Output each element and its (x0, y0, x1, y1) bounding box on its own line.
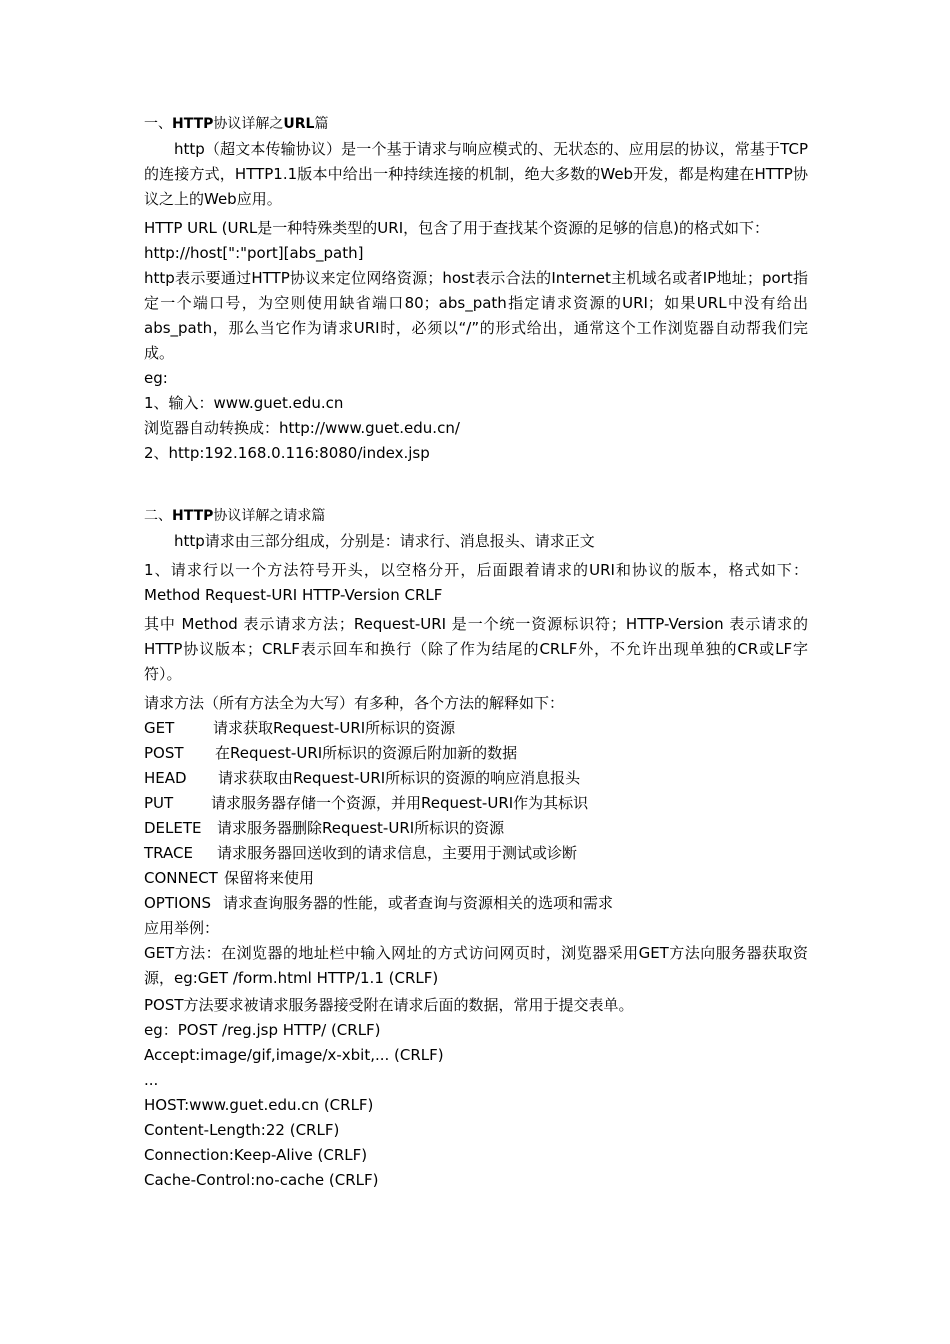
request-line-explain: 其中 Method 表示请求方法；Request-URI 是一个统一资源标识符；HTTP-Version 表示请求的HTTP协议版本；CRLF表示回车和换行（除了作为结尾的CRLF外，不允许出现单独的CR或LF字符）。 (144, 615, 808, 683)
url-explain: http表示要通过HTTP协议来定位网络资源；host表示合法的Internet主机域名或者IP地址；port指定一个端口号，为空则使用缺省端口80；abs_path指定请求资源的URI；如果URL中没有给出abs_path，那么当它作为请求URI时，必须以“/”的形式给出，通常这个工作浏览器自动帮我们完成。 (144, 269, 808, 362)
method-name: GET (144, 719, 175, 737)
heading-http: HTTP (172, 508, 214, 524)
method-name: OPTIONS (144, 894, 211, 912)
heading-url: URL (283, 116, 315, 132)
post-line: Connection:Keep-Alive (CRLF) (144, 1146, 368, 1164)
method-desc: 请求服务器回送收到的请求信息，主要用于测试或诊断 (217, 844, 578, 862)
method-desc: 在Request-URI所标识的资源后附加新的数据 (215, 744, 518, 762)
post-line: Cache-Control:no-cache (CRLF) (144, 1171, 379, 1189)
url-format: http://host[":"port][abs_path] (144, 244, 364, 262)
method-name: POST (144, 744, 184, 762)
method-row-options (144, 891, 808, 916)
get-example: GET方法：在浏览器的地址栏中输入网址的方式访问网页时，浏览器采用GET方法向服务器获取资源，eg:GET /form.html HTTP/1.1 (CRLF) (144, 944, 808, 987)
method-name: PUT (144, 794, 174, 812)
method-row-trace (144, 841, 808, 866)
method-row-connect (144, 866, 808, 891)
method-row-put (144, 791, 808, 816)
post-line: eg：POST /reg.jsp HTTP/ (CRLF) (144, 1021, 381, 1039)
document-page (144, 112, 808, 1193)
methods-intro: 请求方法（所有方法全为大写）有多种，各个方法的解释如下： (144, 694, 565, 712)
heading-rest: 协议详解之请求篇 (213, 508, 326, 524)
method-desc: 保留将来使用 (224, 869, 315, 887)
method-desc: 请求获取由Request-URI所标识的资源的响应消息报头 (218, 769, 581, 787)
method-row-head (144, 766, 808, 791)
post-intro: POST方法要求被请求服务器接受附在请求后面的数据，常用于提交表单。 (144, 996, 634, 1014)
method-name: CONNECT (144, 869, 218, 887)
section2-intro: http请求由三部分组成，分别是：请求行、消息报头、请求正文 (174, 532, 595, 550)
section2-heading (144, 504, 808, 529)
heading-suffix: 篇 (314, 116, 329, 132)
usage-title: 应用举例： (144, 919, 220, 937)
section1-intro: http（超文本传输协议）是一个基于请求与响应模式的、无状态的、应用层的协议，常基于TCP的连接方式，HTTP1.1版本中给出一种持续连接的机制，绝大多数的Web开发，都是构建在HTTP协议之上的Web应用。 (144, 140, 808, 208)
heading-http: HTTP (172, 116, 214, 132)
post-line: Accept:image/gif,image/x-xbit,... (CRLF) (144, 1046, 444, 1064)
request-line: 1、请求行以一个方法符号开头，以空格分开，后面跟着请求的URI和协议的版本，格式如下：Method Request-URI HTTP-Version CRLF (144, 561, 808, 604)
example-2: 2、http:192.168.0.116:8080/index.jsp (144, 444, 430, 462)
heading-prefix: 二、 (144, 508, 172, 524)
method-desc: 请求服务器删除Request-URI所标识的资源 (217, 819, 505, 837)
post-line: HOST:www.guet.edu.cn (CRLF) (144, 1096, 374, 1114)
method-row-get (144, 716, 808, 741)
post-line: Content-Length:22 (CRLF) (144, 1121, 340, 1139)
example-1: 1、输入：www.guet.edu.cn (144, 394, 344, 412)
heading-prefix: 一、 (144, 116, 172, 132)
method-name: HEAD (144, 769, 187, 787)
method-name: DELETE (144, 819, 202, 837)
example-1-convert: 浏览器自动转换成：http://www.guet.edu.cn/ (144, 419, 460, 437)
url-definition: HTTP URL (URL是一种特殊类型的URI，包含了用于查找某个资源的足够的信息)的格式如下： (144, 219, 769, 237)
method-row-post (144, 741, 808, 766)
method-desc: 请求查询服务器的性能，或者查询与资源相关的选项和需求 (223, 894, 614, 912)
eg-label: eg: (144, 369, 168, 387)
method-desc: 请求服务器存储一个资源，并用Request-URI作为其标识 (211, 794, 589, 812)
post-line: ... (144, 1071, 159, 1089)
heading-mid: 协议详解之 (213, 116, 284, 132)
section1-heading (144, 112, 808, 137)
method-row-delete (144, 816, 808, 841)
method-desc: 请求获取Request-URI所标识的资源 (213, 719, 456, 737)
method-name: TRACE (144, 844, 193, 862)
